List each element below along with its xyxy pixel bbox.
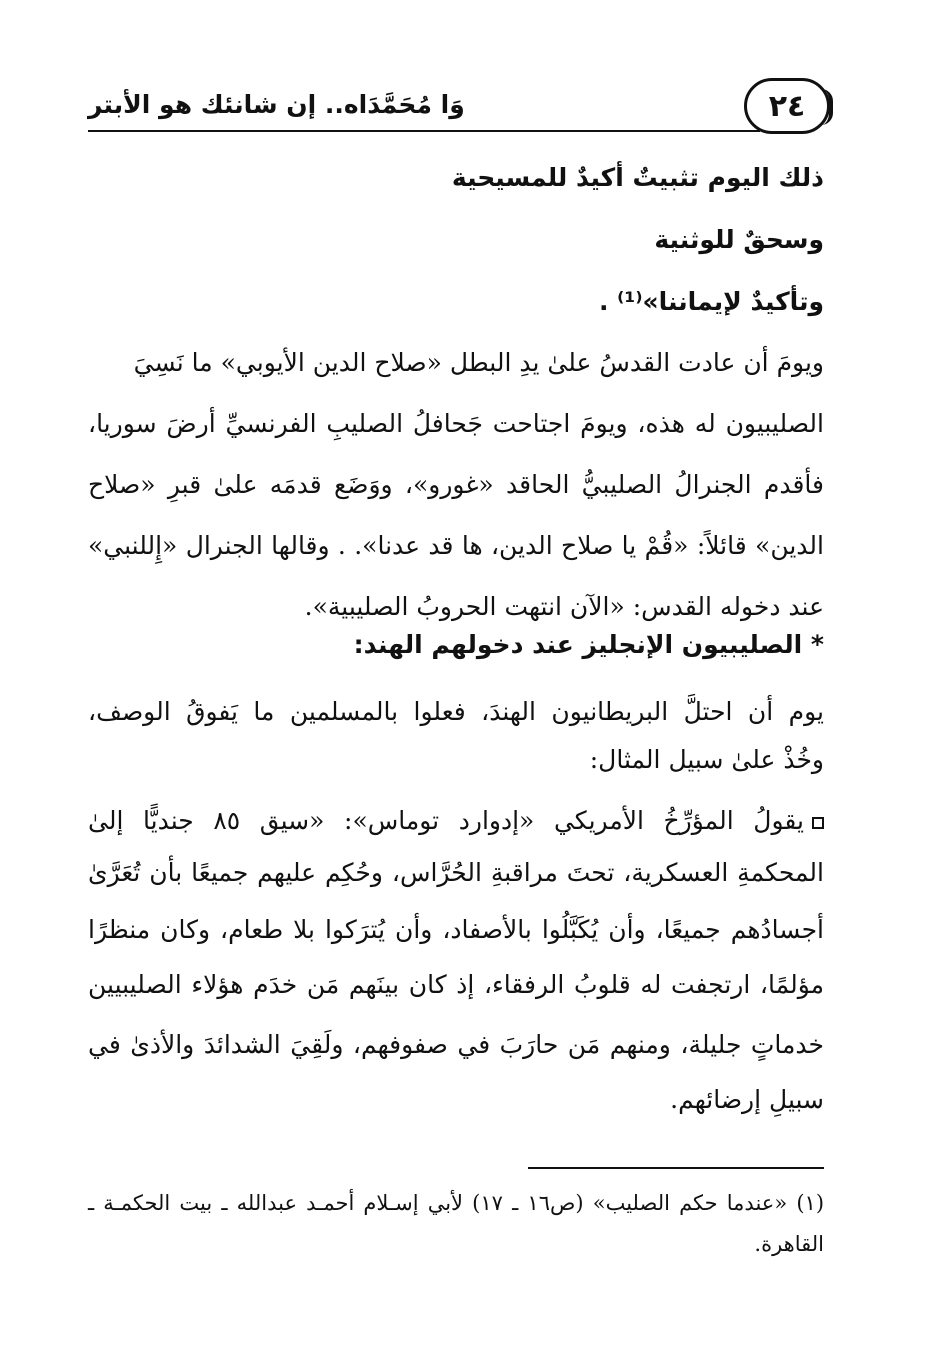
running-title: وَا مُحَمَّدَاه.. إن شانئك هو الأبتر [88,90,465,119]
header-rule [88,130,760,132]
quote-line: أجسادُهم جميعًا، وأن يُكَبَّلُوا بالأصفاد، وأن يُترَكوا بلا طعام، وكان منظرًا [88,915,824,944]
paragraph-line: يوم أن احتلَّ البريطانيون الهندَ، فعلوا بالمسلمين ما يَفوقُ الوصف، [88,697,824,726]
poem-line: وسحقٌ للوثنية [654,225,824,254]
paragraph-line: الدين» قائلاً: «قُمْ يا صلاح الدين، ها قد عدنا». . وقالها الجنرال «إِللنبي» [88,531,824,560]
footnote-line: القاهرة. [754,1232,824,1256]
footnote-line: (١) «عندما حكم الصليب» (ص١٦ ـ ١٧) لأبي إسـلام أحمـد عبدالله ـ بيت الحكمـة ـ [88,1191,825,1215]
quote-line: المحكمةِ العسكرية، تحتَ مراقبةِ الحُرَّاس، وحُكِم عليهم جميعًا بأن تُعَرَّىٰ [88,858,824,887]
footnote-rule [528,1167,824,1169]
paragraph-line: الصليبيون له هذه، ويومَ اجتاحت جَحافلُ الصليبِ الفرنسيِّ أرضَ سوريا، [88,409,824,438]
section-heading: * الصليبيون الإنجليز عند دخولهم الهند: [353,630,824,659]
paragraph-line: عند دخوله القدس: «الآن انتهت الحروبُ الصليبية». [304,592,824,621]
page-header [88,78,830,138]
paragraph-line: وخُذْ علىٰ سبيل المثال: [589,745,824,774]
quote-line: مؤلمًا، ارتجفت له قلوبُ الرفقاء، إذ كان بينَهم مَن خدَم هؤلاء الصليبيين [88,970,824,999]
quote-line: خدماتٍ جليلة، ومنهم مَن حارَبَ في صفوفهم، ولَقِيَ الشدائدَ والأذىٰ في [88,1030,824,1059]
poem-line: ذلك اليوم تثبيتٌ أكيدٌ للمسيحية [451,163,824,192]
quote-line-text: يقولُ المؤرِّخُ الأمريكي «إدوارد توماس»: «سيق ٨٥ جنديًّا إلىٰ [88,806,804,835]
quote-line: سبيلِ إرضائهم. [670,1085,824,1114]
paragraph-line: فأقدم الجنرالُ الصليبيُّ الحاقد «غورو»، ووَضَع قدمَه علىٰ قبرِ «صلاح [88,470,824,499]
square-box-icon [812,817,824,829]
poem-line: وتأكيدٌ لإيماننا»⁽¹⁾ . [598,287,824,316]
quote-line [88,801,824,841]
paragraph-line: ويومَ أن عادت القدسُ علىٰ يدِ البطل «صلاح الدين الأيوبي» ما نَسِيَ [133,348,824,377]
page-number: ٢٤ [768,88,806,124]
page-number-badge [744,78,830,134]
